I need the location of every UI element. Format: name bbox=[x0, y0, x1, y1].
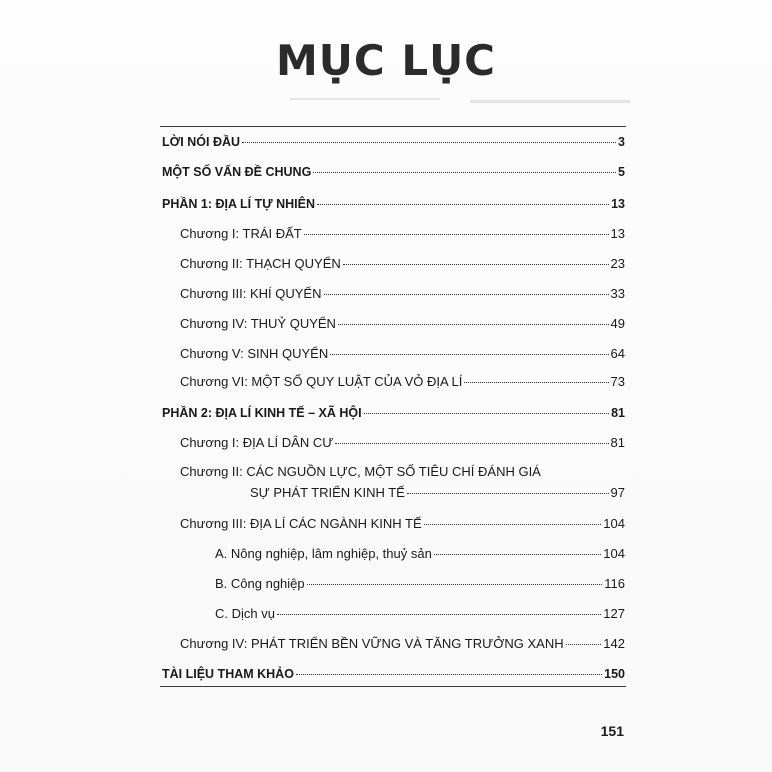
leader-dots bbox=[464, 382, 608, 383]
leader-dots bbox=[566, 644, 602, 645]
page-title: MỤC LỤC bbox=[275, 36, 497, 85]
leader-dots bbox=[317, 204, 609, 205]
page-number: 151 bbox=[600, 723, 624, 739]
toc-entry-chapter: Chương IV: PHÁT TRIỂN BỀN VỮNG VÀ TĂNG TRƯỞNG XANH 142 bbox=[180, 636, 625, 651]
toc-entry-references: TÀI LIỆU THAM KHẢO 150 bbox=[162, 667, 625, 681]
toc-entry-section: B. Công nghiệp 116 bbox=[215, 576, 625, 591]
leader-dots bbox=[343, 264, 609, 265]
toc-entry-part-1: PHẦN 1: ĐỊA LÍ TỰ NHIÊN 13 bbox=[162, 197, 625, 211]
toc-entry-preface: LỜI NÓI ĐẦU 3 bbox=[162, 135, 625, 149]
leader-dots bbox=[307, 584, 603, 585]
leader-dots bbox=[407, 493, 609, 494]
leader-dots bbox=[338, 324, 609, 325]
leader-dots bbox=[434, 554, 601, 555]
leader-dots bbox=[304, 234, 609, 235]
toc-entry-chapter: Chương I: TRÁI ĐẤT 13 bbox=[180, 226, 625, 241]
leader-dots bbox=[330, 354, 608, 355]
toc-entry-chapter: Chương VI: MỘT SỐ QUY LUẬT CỦA VỎ ĐỊA LÍ 73 bbox=[180, 374, 625, 389]
toc-entry-chapter: Chương III: ĐỊA LÍ CÁC NGÀNH KINH TẾ 104 bbox=[180, 516, 625, 531]
toc-entry-section: C. Dịch vụ 127 bbox=[215, 606, 625, 621]
toc-entry-section: A. Nông nghiệp, lâm nghiệp, thuỷ sản 104 bbox=[215, 546, 625, 561]
leader-dots bbox=[364, 413, 610, 414]
toc-entry-chapter-line-2: SỰ PHÁT TRIỂN KINH TẾ 97 bbox=[250, 485, 625, 500]
bottom-rule bbox=[160, 686, 626, 687]
toc-entry-chapter: Chương V: SINH QUYỂN 64 bbox=[180, 346, 625, 361]
leader-dots bbox=[313, 172, 616, 173]
toc-entry-chapter-line-1: Chương II: CÁC NGUỒN LỰC, MỘT SỐ TIÊU CHÍ ĐÁNH GIÁ bbox=[180, 464, 541, 479]
toc-entry-part-2: PHẦN 2: ĐỊA LÍ KINH TẾ – XÃ HỘI 81 bbox=[162, 406, 625, 420]
toc-entry-chapter: Chương IV: THUỶ QUYỂN 49 bbox=[180, 316, 625, 331]
leader-dots bbox=[277, 614, 601, 615]
toc-entry-chapter: Chương I: ĐỊA LÍ DÂN CƯ 81 bbox=[180, 435, 625, 450]
leader-dots bbox=[296, 674, 602, 675]
leader-dots bbox=[335, 443, 608, 444]
toc-entry-chapter: Chương III: KHÍ QUYỂN 33 bbox=[180, 286, 625, 301]
leader-dots bbox=[424, 524, 602, 525]
leader-dots bbox=[242, 142, 616, 143]
leader-dots bbox=[324, 294, 609, 295]
toc-entry-general-issues: MỘT SỐ VẤN ĐỀ CHUNG 5 bbox=[162, 165, 625, 179]
toc-entry-chapter: Chương II: THẠCH QUYỂN 23 bbox=[180, 256, 625, 271]
